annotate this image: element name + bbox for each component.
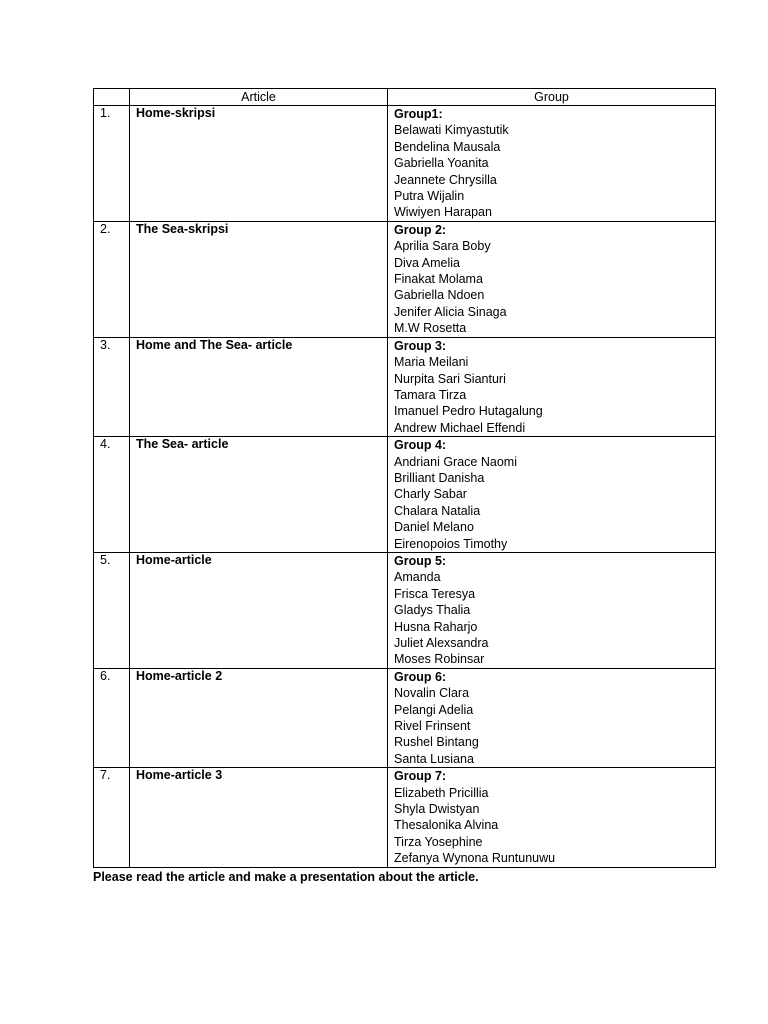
group-member: Thesalonika Alvina: [394, 818, 499, 833]
group-cell: [388, 337, 716, 436]
group-member: Frisca Teresya: [394, 586, 476, 601]
group-member: Wiwiyen Harapan: [394, 205, 492, 220]
group-member: Gabriella Ndoen: [394, 288, 485, 303]
group-member: Belawati Kimyastutik: [394, 123, 509, 138]
group-member: Jenifer Alicia Sinaga: [394, 304, 507, 319]
group-member: Charly Sabar: [394, 487, 467, 502]
row-number: 6.: [94, 668, 130, 767]
group-member: Tamara Tirza: [394, 387, 467, 402]
row-number: 7.: [94, 768, 130, 867]
group-cell: [388, 768, 716, 867]
article-title: Home-skripsi: [130, 106, 388, 222]
table-row: [94, 552, 716, 668]
group-member: Rivel Frinsent: [394, 719, 471, 734]
group-cell: [388, 552, 716, 668]
group-member: Nurpita Sari Sianturi: [394, 371, 506, 386]
group-title: Group 5:: [394, 553, 447, 568]
group-member: Novalin Clara: [394, 686, 470, 701]
article-title: Home and The Sea- article: [130, 337, 388, 436]
row-number: 5.: [94, 552, 130, 668]
group-member: Chalara Natalia: [394, 503, 481, 518]
table-body: [94, 106, 716, 868]
group-member: Andriani Grace Naomi: [394, 454, 517, 469]
table-row: [94, 106, 716, 222]
article-title: Home-article 3: [130, 768, 388, 867]
group-member: M.W Rosetta: [394, 321, 467, 336]
group-member: Andrew Michael Effendi: [394, 420, 526, 435]
group-member: Daniel Melano: [394, 520, 474, 535]
group-member: Zefanya Wynona Runtunuwu: [394, 851, 556, 866]
group-member: Eirenopoios Timothy: [394, 536, 508, 551]
group-member: Moses Robinsar: [394, 652, 485, 667]
group-member: Aprilia Sara Boby: [394, 239, 491, 254]
group-cell: [388, 221, 716, 337]
group-member: Jeannete Chrysilla: [394, 172, 497, 187]
document-page: [93, 88, 715, 885]
row-number: 1.: [94, 106, 130, 222]
table-row: [94, 221, 716, 337]
header-group: Group: [388, 89, 716, 106]
group-title: Group 2:: [394, 222, 447, 237]
table-row: [94, 337, 716, 436]
table-row: [94, 768, 716, 867]
group-title: Group 6:: [394, 669, 447, 684]
group-member: Amanda: [394, 570, 441, 585]
article-title: The Sea-skripsi: [130, 221, 388, 337]
group-member: Brilliant Danisha: [394, 470, 485, 485]
group-title: Group 4:: [394, 438, 447, 453]
table-row: [94, 437, 716, 553]
group-cell: [388, 106, 716, 222]
group-title: Group 3:: [394, 338, 447, 353]
group-member: Juliet Alexsandra: [394, 636, 489, 650]
row-number: 3.: [94, 337, 130, 436]
group-member: Husna Raharjo: [394, 619, 478, 634]
group-member: Pelangi Adelia: [394, 702, 474, 717]
group-cell: [388, 668, 716, 767]
table-row: [94, 668, 716, 767]
assignment-table: [93, 88, 716, 868]
group-member: Santa Lusiana: [394, 751, 474, 766]
header-article: Article: [130, 89, 388, 106]
article-title: Home-article: [130, 552, 388, 668]
header-number: [94, 89, 130, 106]
group-title: Group 7:: [394, 769, 447, 784]
group-title: Group1:: [394, 107, 443, 121]
group-member: Gladys Thalia: [394, 603, 471, 618]
group-member: Imanuel Pedro Hutagalung: [394, 404, 543, 419]
group-member: Elizabeth Pricillia: [394, 785, 489, 800]
group-member: Putra Wijalin: [394, 189, 465, 204]
group-member: Bendelina Mausala: [394, 139, 501, 154]
instruction-text: Please read the article and make a presentation about the article.: [93, 869, 479, 884]
header-row: [94, 89, 716, 106]
group-member: Diva Amelia: [394, 255, 460, 270]
group-member: Finakat Molama: [394, 272, 483, 287]
group-member: Gabriella Yoanita: [394, 156, 489, 171]
group-member: Shyla Dwistyan: [394, 802, 480, 817]
group-cell: [388, 437, 716, 553]
article-title: The Sea- article: [130, 437, 388, 553]
row-number: 2.: [94, 221, 130, 337]
row-number: 4.: [94, 437, 130, 553]
group-member: Tirza Yosephine: [394, 834, 483, 849]
group-member: Maria Meilani: [394, 355, 469, 370]
group-member: Rushel Bintang: [394, 735, 479, 750]
article-title: Home-article 2: [130, 668, 388, 767]
